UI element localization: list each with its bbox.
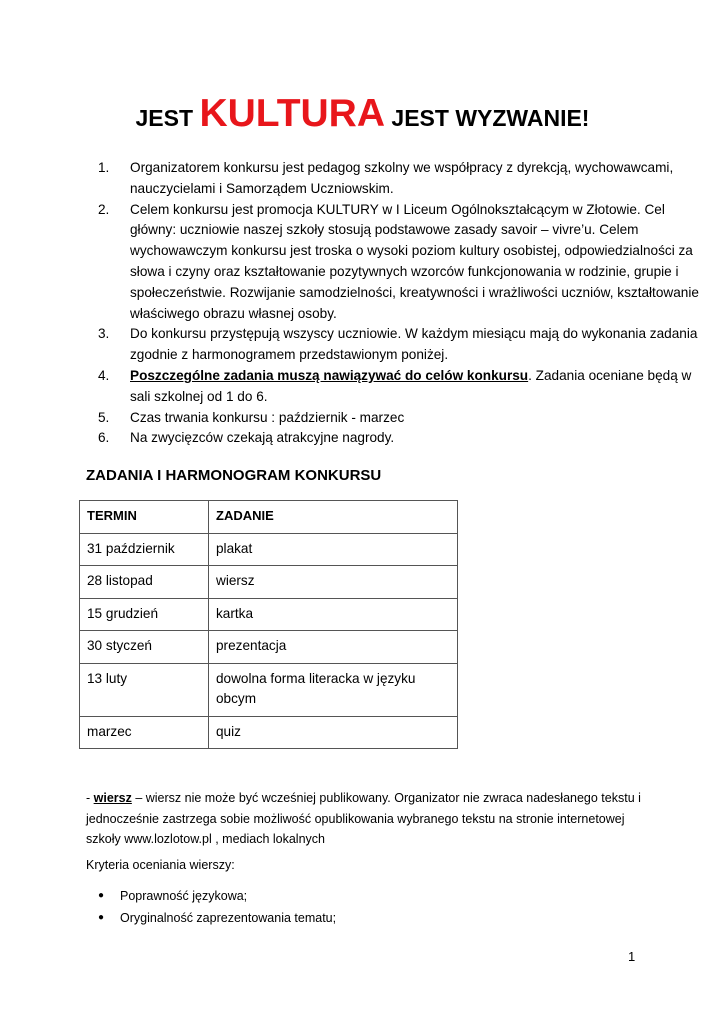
table-row — [80, 598, 458, 631]
rule-item — [98, 428, 700, 449]
rule-text: Czas trwania konkursu : październik - marzec — [130, 409, 405, 425]
title-part-2: JEST WYZWANIE! — [385, 105, 590, 131]
rule-item — [98, 324, 700, 366]
schedule-table — [79, 500, 458, 749]
rule-number: 6. — [98, 430, 110, 446]
criteria-list — [86, 885, 336, 929]
table-row — [80, 566, 458, 599]
rule-text: Do konkursu przystępują wszyscy uczniowie. W każdym miesiącu mają do wykonania zadania zgodnie z harmonogramem przedstawionym poniżej. — [130, 326, 698, 363]
wiersz-note — [86, 788, 656, 850]
task-cell: dowolna forma literacka w języku obcym — [209, 663, 458, 716]
rule-text: Organizatorem konkursu jest pedagog szkolny we współpracy z dyrekcją, wychowawcami, nauczycielami i Samorządem Uczniowskim. — [130, 160, 674, 196]
rule-text: . Zadania oceniane będą w sali szkolnej od 1 do 6. — [130, 367, 692, 404]
table-header-row — [80, 501, 458, 534]
rule-item — [98, 366, 700, 408]
title-highlight: KULTURA — [199, 92, 386, 135]
task-cell: kartka — [209, 598, 458, 631]
section-heading: ZADANIA I HARMONOGRAM KONKURSU — [86, 467, 382, 484]
rule-number: 3. — [98, 326, 110, 342]
header-zadanie: ZADANIE — [209, 501, 458, 534]
date-cell: 15 grudzień — [80, 598, 209, 631]
criteria-label: Kryteria oceniania wierszy: — [86, 858, 235, 872]
table-row — [80, 533, 458, 566]
list-item: ● Oryginalność zaprezentowania tematu; — [86, 907, 336, 929]
rule-item — [98, 408, 700, 429]
rule-text: Celem konkursu jest promocja KULTURY w I Liceum Ogólnokształcącym w Złotowie. Cel główny: uczniowie naszej szkoły stosują podstawowe zasady savoir – vivre’u. Celem wychowawczym konkursu jest troska o wysoki poziom kultury osobistej, odpowiedzialności za słowa i czyny oraz kształtowanie pozytywnych wzorców funkcjonowania w rodzinie, grupie i społeczeństwie. Rozwijanie samodzielności, kreatywności i wrażliwości uczniów, kształtowanie właściwego obrazu własnej osoby. — [130, 201, 699, 321]
page-number: 1 — [628, 949, 636, 964]
rule-item — [98, 158, 700, 200]
table-row — [80, 716, 458, 749]
table-row — [80, 663, 458, 716]
wiersz-keyword: wiersz — [93, 791, 132, 805]
title-part-1: JEST — [135, 105, 200, 131]
task-cell: plakat — [209, 533, 458, 566]
list-item: ● Poprawność językowa; — [86, 885, 336, 907]
date-cell: 31 październik — [80, 533, 209, 566]
date-cell: 13 luty — [80, 663, 209, 716]
date-cell: 28 listopad — [80, 566, 209, 599]
header-termin: TERMIN — [80, 501, 209, 534]
date-cell: marzec — [80, 716, 209, 749]
task-cell: quiz — [209, 716, 458, 749]
date-cell: 30 styczeń — [80, 631, 209, 664]
wiersz-prefix: - — [86, 791, 94, 805]
rules-list — [86, 158, 700, 449]
wiersz-text: – wiersz nie może być wcześniej publikowany. Organizator nie zwraca nadesłanego tekstu i jednocześnie zastrzega sobie możliwość opublikowania wybranego tekstu na stronie internetowej szkoły www.lozlotow.pl , mediach lokalnych — [86, 791, 641, 846]
table-row — [80, 631, 458, 664]
rule-number: 4. — [98, 367, 110, 383]
rule-number: 5. — [98, 409, 110, 425]
rule-item — [98, 200, 700, 325]
task-cell: wiersz — [209, 566, 458, 599]
rule-text: Na zwycięzców czekają atrakcyjne nagrody. — [130, 430, 395, 446]
page-title — [0, 92, 725, 136]
rule-number: 2. — [98, 201, 110, 217]
task-cell: prezentacja — [209, 631, 458, 664]
rule-emphasis: Poszczególne zadania muszą nawiązywać do celów konkursu — [130, 367, 529, 383]
rule-number: 1. — [98, 160, 110, 175]
